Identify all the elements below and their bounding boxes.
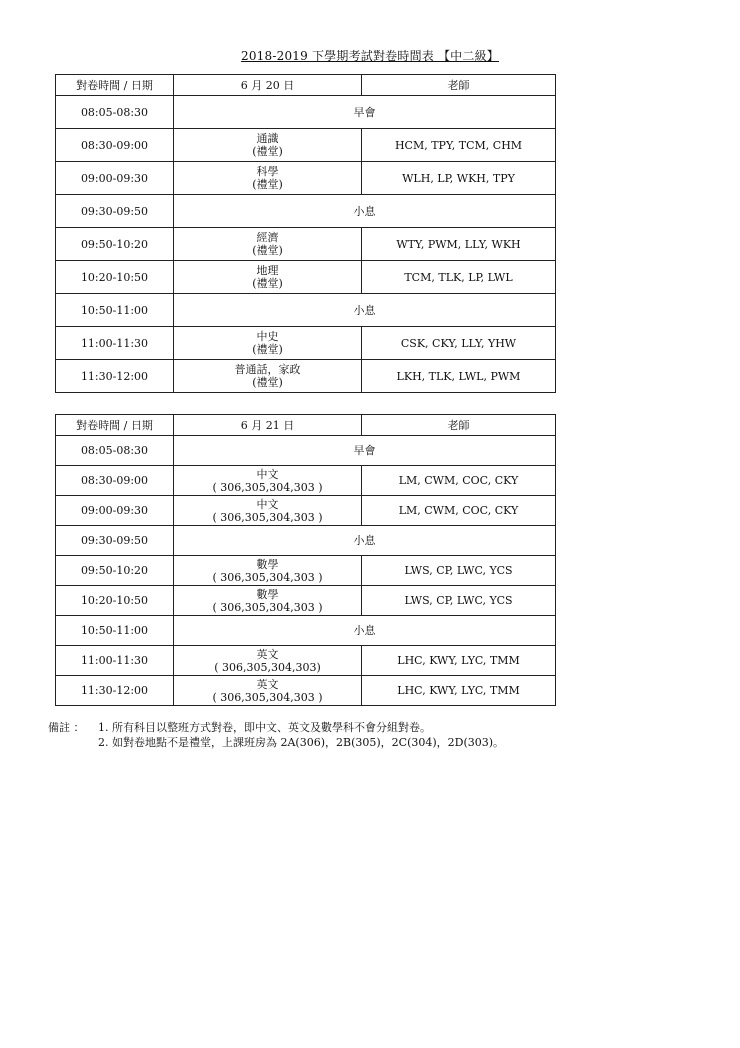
activity-cell: 早會 xyxy=(174,96,556,129)
time-cell: 11:30-12:00 xyxy=(56,360,174,393)
time-cell: 10:20-10:50 xyxy=(56,586,174,616)
teachers-cell: LM, CWM, COC, CKY xyxy=(362,496,556,526)
subject-cell xyxy=(174,556,362,586)
teachers-cell: LKH, TLK, LWL, PWM xyxy=(362,360,556,393)
subject-venue: ( 306,305,304,303 ) xyxy=(212,480,323,494)
subject-venue: (禮堂) xyxy=(252,343,283,356)
time-cell: 10:50-11:00 xyxy=(56,616,174,646)
subject-cell xyxy=(174,261,362,294)
notes-label: 備註 ： xyxy=(48,721,85,734)
header-teachers: 老師 xyxy=(362,75,556,96)
time-cell: 09:00-09:30 xyxy=(56,496,174,526)
subject-cell xyxy=(174,496,362,526)
table-row xyxy=(56,556,556,586)
subject-venue: ( 306,305,304,303) xyxy=(214,660,321,674)
table-row xyxy=(56,327,556,360)
subject-cell xyxy=(174,228,362,261)
time-cell: 10:50-11:00 xyxy=(56,294,174,327)
break-row xyxy=(56,616,556,646)
break-row xyxy=(56,294,556,327)
subject-venue: (禮堂) xyxy=(252,277,283,290)
table-row xyxy=(56,228,556,261)
subject-name: 通識 xyxy=(256,132,279,145)
activity-cell: 早會 xyxy=(174,436,556,466)
subject-name: 經濟 xyxy=(256,231,279,244)
note-item: 2. 如對卷地點不是禮堂，上課班房為 2A(306)，2B(305)，2C(304)，2D(303)。 xyxy=(98,736,505,749)
header-date: 6 月 20 日 xyxy=(174,75,362,96)
subject-name: 地理 xyxy=(256,264,279,277)
activity-cell: 小息 xyxy=(174,195,556,228)
subject-cell xyxy=(174,360,362,393)
subject-venue: ( 306,305,304,303 ) xyxy=(212,570,323,584)
time-cell: 11:30-12:00 xyxy=(56,676,174,706)
teachers-cell: CSK, CKY, LLY, YHW xyxy=(362,327,556,360)
activity-cell: 小息 xyxy=(174,616,556,646)
subject-venue: (禮堂) xyxy=(252,244,283,257)
subject-name: 數學 xyxy=(256,557,279,571)
header-date: 6 月 21 日 xyxy=(174,415,362,436)
subject-venue: (禮堂) xyxy=(252,178,283,191)
subject-venue: ( 306,305,304,303 ) xyxy=(212,690,323,704)
time-cell: 09:50-10:20 xyxy=(56,556,174,586)
time-cell: 09:30-09:50 xyxy=(56,526,174,556)
time-cell: 08:30-09:00 xyxy=(56,129,174,162)
table-row xyxy=(56,261,556,294)
time-cell: 11:00-11:30 xyxy=(56,646,174,676)
subject-cell xyxy=(174,327,362,360)
time-cell: 10:20-10:50 xyxy=(56,261,174,294)
break-row xyxy=(56,436,556,466)
table-row xyxy=(56,676,556,706)
table-row xyxy=(56,586,556,616)
table-row xyxy=(56,496,556,526)
time-cell: 09:30-09:50 xyxy=(56,195,174,228)
subject-name: 英文 xyxy=(256,647,279,661)
break-row xyxy=(56,526,556,556)
subject-venue: ( 306,305,304,303 ) xyxy=(212,600,323,614)
subject-cell xyxy=(174,676,362,706)
teachers-cell: TCM, TLK, LP, LWL xyxy=(362,261,556,294)
subject-venue: (禮堂) xyxy=(252,145,283,158)
table-row xyxy=(56,360,556,393)
table-header-row xyxy=(56,75,556,96)
teachers-cell: WLH, LP, WKH, TPY xyxy=(362,162,556,195)
table-row xyxy=(56,162,556,195)
teachers-cell: WTY, PWM, LLY, WKH xyxy=(362,228,556,261)
time-cell: 09:50-10:20 xyxy=(56,228,174,261)
note-item: 1. 所有科目以整班方式對卷，即中文、英文及數學科不會分組對卷。 xyxy=(98,721,431,734)
activity-cell: 小息 xyxy=(174,526,556,556)
subject-name: 普通話，家政 xyxy=(234,363,301,376)
schedule-table-june-20 xyxy=(55,74,556,393)
table-row xyxy=(56,129,556,162)
subject-cell xyxy=(174,646,362,676)
time-cell: 08:05-08:30 xyxy=(56,436,174,466)
header-teachers: 老師 xyxy=(362,415,556,436)
break-row xyxy=(56,195,556,228)
subject-cell xyxy=(174,129,362,162)
break-row xyxy=(56,96,556,129)
schedule-table-june-21 xyxy=(55,414,556,706)
subject-name: 英文 xyxy=(256,677,279,691)
subject-cell xyxy=(174,162,362,195)
notes-list xyxy=(98,720,658,750)
subject-name: 科學 xyxy=(256,165,279,178)
teachers-cell: HCM, TPY, TCM, CHM xyxy=(362,129,556,162)
subject-name: 數學 xyxy=(256,587,279,601)
subject-name: 中文 xyxy=(256,467,279,481)
subject-venue: (禮堂) xyxy=(252,376,283,389)
subject-cell xyxy=(174,586,362,616)
page-title: 2018-2019 下學期考試對卷時間表 【中二級】 xyxy=(241,49,499,63)
table-header-row xyxy=(56,415,556,436)
teachers-cell: LWS, CP, LWC, YCS xyxy=(362,556,556,586)
subject-name: 中文 xyxy=(256,497,279,511)
activity-cell: 小息 xyxy=(174,294,556,327)
subject-venue: ( 306,305,304,303 ) xyxy=(212,510,323,524)
header-time-date: 對卷時間 / 日期 xyxy=(56,75,174,96)
subject-cell xyxy=(174,466,362,496)
time-cell: 09:00-09:30 xyxy=(56,162,174,195)
time-cell: 08:30-09:00 xyxy=(56,466,174,496)
time-cell: 11:00-11:30 xyxy=(56,327,174,360)
subject-name: 中史 xyxy=(256,330,279,343)
teachers-cell: LM, CWM, COC, CKY xyxy=(362,466,556,496)
teachers-cell: LHC, KWY, LYC, TMM xyxy=(362,676,556,706)
table-row xyxy=(56,646,556,676)
teachers-cell: LWS, CP, LWC, YCS xyxy=(362,586,556,616)
time-cell: 08:05-08:30 xyxy=(56,96,174,129)
teachers-cell: LHC, KWY, LYC, TMM xyxy=(362,646,556,676)
header-time-date: 對卷時間 / 日期 xyxy=(56,415,174,436)
table-row xyxy=(56,466,556,496)
